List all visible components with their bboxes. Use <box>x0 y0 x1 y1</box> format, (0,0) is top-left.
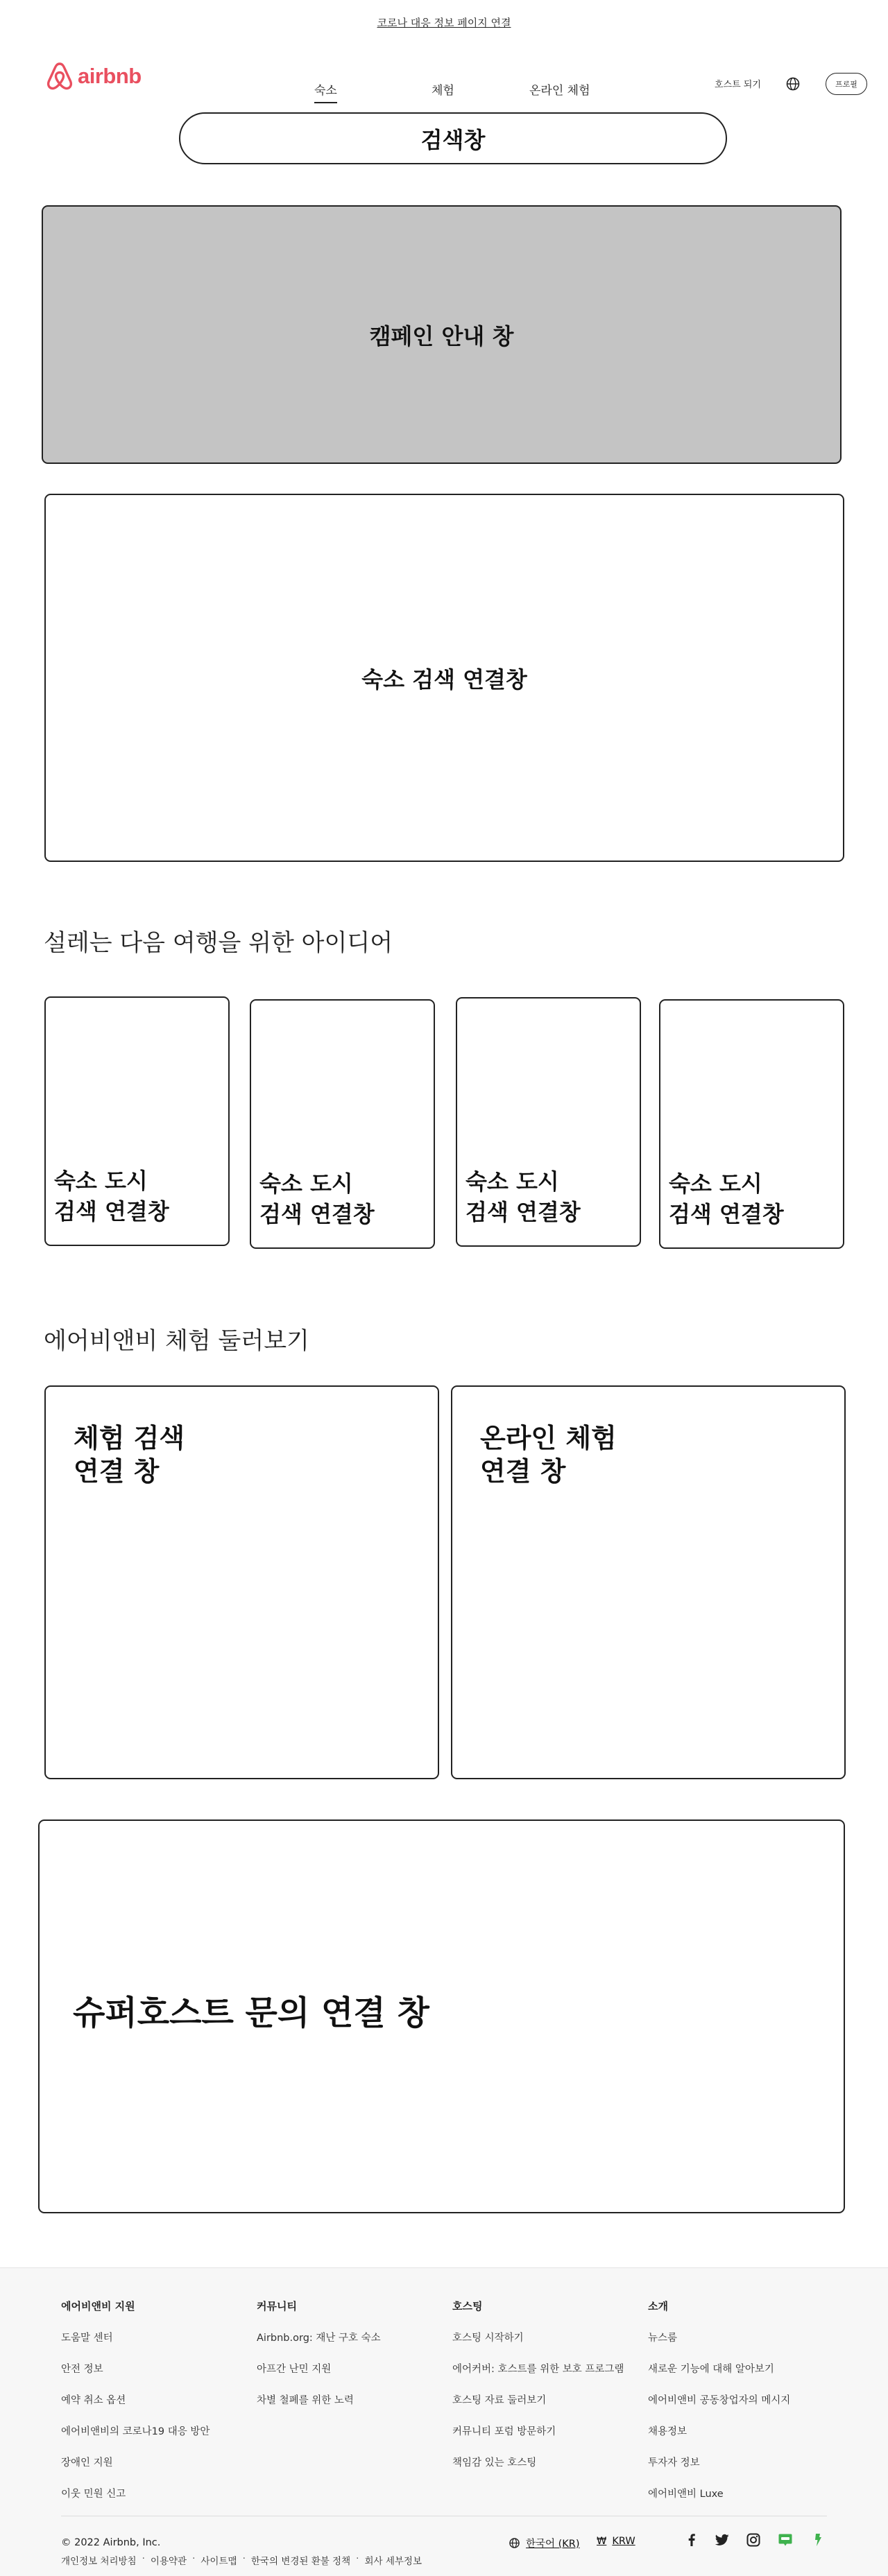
footer-link[interactable]: 안전 정보 <box>61 2364 103 2375</box>
currency-selector[interactable] <box>597 2536 635 2547</box>
footer-heading: 에어비앤비 지원 <box>61 2300 135 2313</box>
globe-icon[interactable] <box>785 76 801 92</box>
city-card[interactable] <box>456 997 641 1247</box>
footer-link[interactable]: 커뮤니티 포럼 방문하기 <box>452 2426 556 2437</box>
footer-heading: 커뮤니티 <box>257 2300 297 2313</box>
city-card[interactable] <box>44 996 230 1246</box>
naver-blog-icon[interactable] <box>778 2532 793 2548</box>
become-host-link[interactable]: 호스트 되기 <box>715 80 761 90</box>
privacy-policy-link[interactable]: 개인정보 처리방침 <box>61 2556 137 2567</box>
globe-icon <box>509 2537 520 2549</box>
company-details-link[interactable]: 회사 세부정보 <box>364 2556 422 2567</box>
stay-search-panel[interactable]: 숙소 검색 연결창 <box>44 494 844 862</box>
footer-link[interactable]: 호스팅 자료 둘러보기 <box>452 2395 547 2406</box>
language-selector[interactable] <box>509 2536 580 2550</box>
footer-link[interactable]: 이웃 민원 신고 <box>61 2489 126 2500</box>
airbnb-logo-icon <box>46 61 74 92</box>
footer-link[interactable]: 투자자 정보 <box>648 2457 700 2469</box>
footer-link[interactable]: 장애인 지원 <box>61 2457 113 2469</box>
footer-column-hosting <box>452 2299 624 2486</box>
footer-heading: 호스팅 <box>452 2300 483 2313</box>
footer-link[interactable]: 예약 취소 옵션 <box>61 2395 126 2406</box>
facebook-icon[interactable] <box>684 2532 699 2548</box>
footer-column-support <box>61 2299 210 2517</box>
city-card-label: 숙소 도시 검색 연결창 <box>54 1168 169 1225</box>
online-experience-card[interactable] <box>451 1385 846 1779</box>
footer-link[interactable]: 에어커버: 호스트를 위한 보호 프로그램 <box>452 2364 624 2375</box>
currency-label: KRW <box>612 2536 635 2547</box>
city-card-label: 숙소 도시 검색 연결창 <box>259 1170 375 1227</box>
twitter-icon[interactable] <box>715 2532 730 2548</box>
tab-experiences[interactable]: 체험 <box>432 84 454 98</box>
profile-button[interactable]: 프로필 <box>826 73 867 95</box>
search-bar[interactable]: 검색창 <box>179 112 727 164</box>
naver-post-icon[interactable] <box>810 2532 826 2548</box>
experiences-section-title: 에어비앤비 체험 둘러보기 <box>44 1327 309 1355</box>
tab-online-experiences[interactable]: 온라인 체험 <box>529 84 590 98</box>
separator-dot: · <box>242 2553 246 2564</box>
experience-search-label: 체험 검색 연결 창 <box>74 1423 185 1487</box>
footer-link[interactable]: 채용정보 <box>648 2426 688 2437</box>
city-card-label: 숙소 도시 검색 연결창 <box>466 1168 581 1225</box>
refund-policy-link[interactable]: 한국의 변경된 환불 정책 <box>250 2556 351 2567</box>
footer-link[interactable]: 뉴스룸 <box>648 2333 678 2344</box>
separator-dot: · <box>192 2553 196 2564</box>
footer-link[interactable]: 책임감 있는 호스팅 <box>452 2457 537 2469</box>
airbnb-logo-text: airbnb <box>78 64 142 88</box>
superhost-inquiry-panel[interactable] <box>38 1819 845 2213</box>
legal-links <box>61 2553 422 2567</box>
separator-dot: · <box>356 2553 359 2564</box>
city-card-label: 숙소 도시 검색 연결창 <box>669 1170 784 1227</box>
superhost-inquiry-label: 슈퍼호스트 문의 연결 창 <box>73 1994 429 2032</box>
airbnb-logo[interactable] <box>46 61 142 92</box>
ideas-section-title: 설레는 다음 여행을 위한 아이디어 <box>44 929 393 957</box>
covid-notice-link[interactable]: 코로나 대응 정보 페이지 연결 <box>377 17 511 29</box>
terms-link[interactable]: 이용약관 <box>150 2556 187 2567</box>
currency-symbol: ₩ <box>597 2536 607 2547</box>
language-label: 한국어 (KR) <box>526 2539 580 2550</box>
separator-dot: · <box>142 2553 145 2564</box>
experience-search-card[interactable] <box>44 1385 439 1779</box>
campaign-banner[interactable]: 캠페인 안내 창 <box>42 205 842 464</box>
footer-link[interactable]: 아프간 난민 지원 <box>257 2364 332 2375</box>
online-experience-label: 온라인 체험 연결 창 <box>480 1423 617 1487</box>
footer-link[interactable]: 에어비앤비의 코로나19 대응 방안 <box>61 2426 210 2437</box>
footer-link[interactable]: 차별 철폐를 위한 노력 <box>257 2395 354 2406</box>
footer-link[interactable]: 에어비앤비 Luxe <box>648 2489 724 2500</box>
footer-link[interactable]: 호스팅 시작하기 <box>452 2333 524 2344</box>
footer-link[interactable]: Airbnb.org: 재난 구호 숙소 <box>257 2333 381 2344</box>
tab-stays[interactable]: 숙소 <box>314 80 337 98</box>
footer-link[interactable]: 새로운 기능에 대해 알아보기 <box>648 2364 774 2375</box>
instagram-icon[interactable] <box>746 2532 761 2548</box>
footer <box>0 2267 888 2576</box>
city-card[interactable] <box>250 999 435 1249</box>
footer-heading: 소개 <box>648 2300 668 2313</box>
city-card[interactable] <box>659 999 844 1249</box>
footer-link[interactable]: 도움말 센터 <box>61 2333 113 2344</box>
sitemap-link[interactable]: 사이트맵 <box>200 2556 237 2567</box>
footer-column-community <box>257 2299 381 2423</box>
footer-link[interactable]: 에어비앤비 공동창업자의 메시지 <box>648 2395 791 2406</box>
footer-column-about <box>648 2299 790 2517</box>
copyright-text: © 2022 Airbnb, Inc. <box>61 2537 161 2548</box>
